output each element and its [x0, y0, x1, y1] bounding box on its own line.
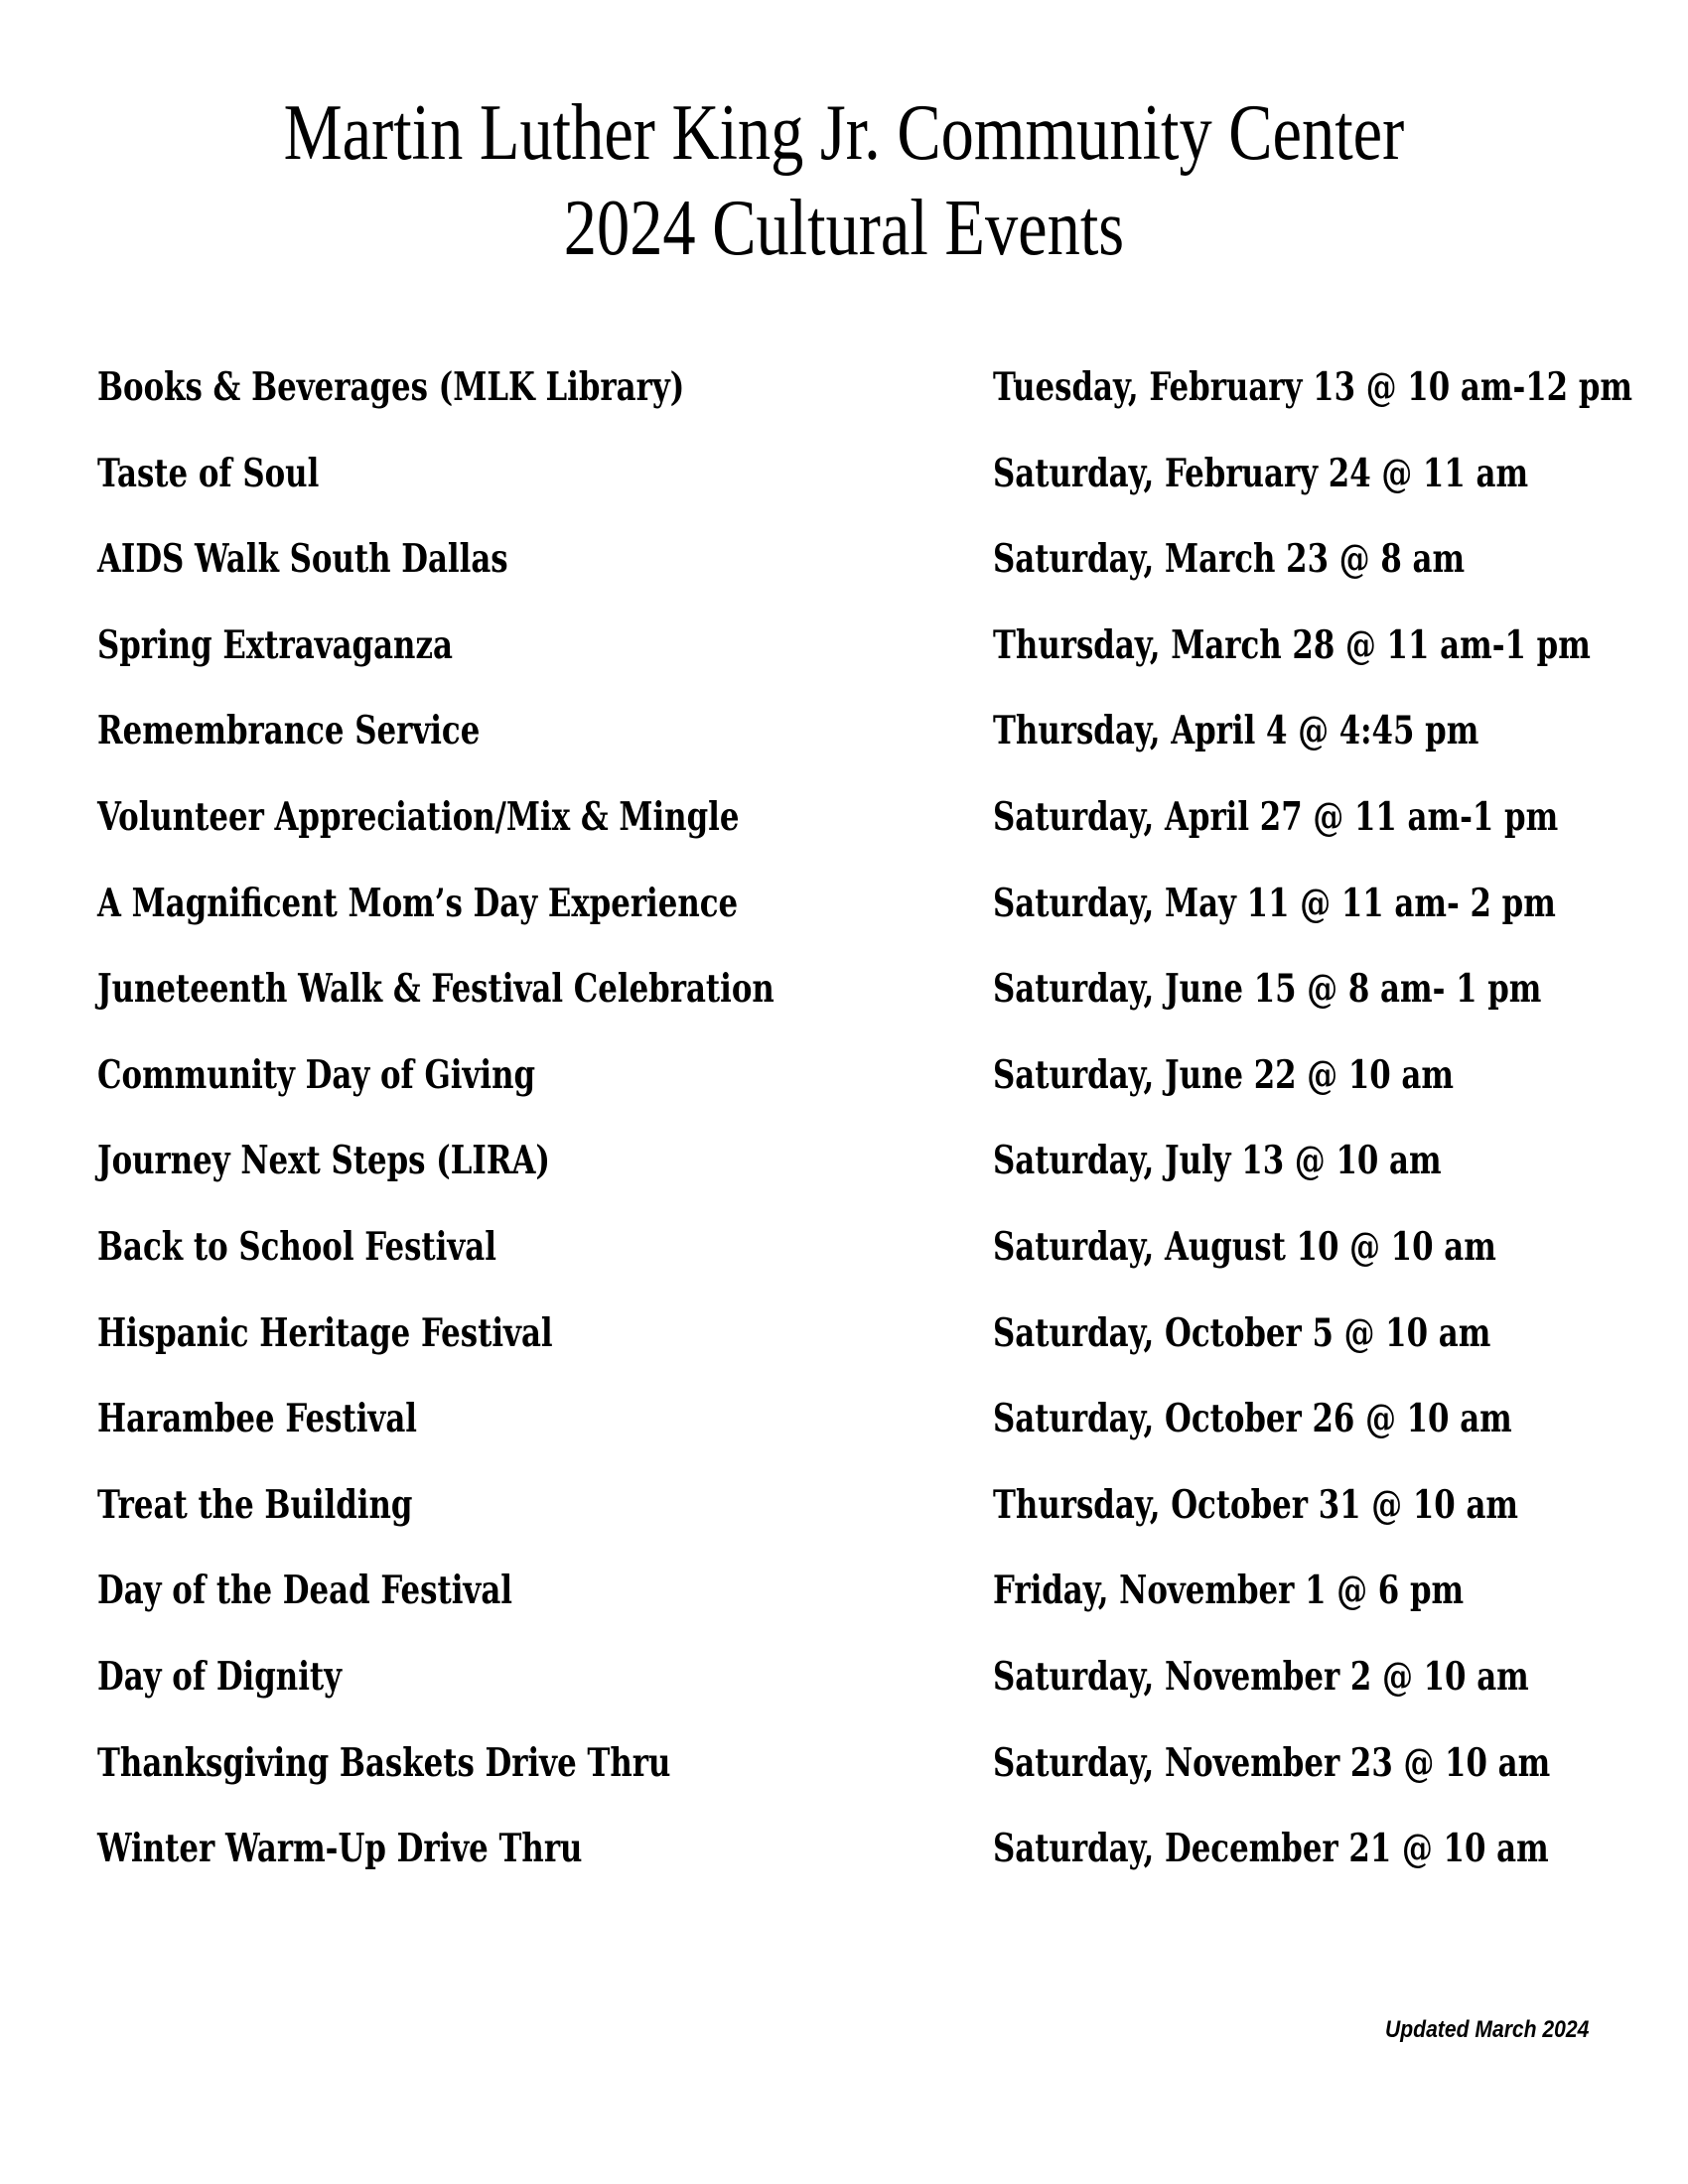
event-row	[97, 623, 1589, 710]
event-row	[97, 709, 1589, 795]
event-row	[97, 1053, 1589, 1140]
event-datetime: Saturday, November 2 @ 10 am	[993, 1653, 1529, 1700]
event-row	[97, 1397, 1589, 1483]
event-datetime: Saturday, July 13 @ 10 am	[993, 1138, 1442, 1184]
event-row	[97, 882, 1589, 968]
event-datetime: Saturday, December 21 @ 10 am	[993, 1826, 1549, 1872]
title-line-2	[0, 181, 1688, 276]
updated-note	[1357, 2015, 1589, 2045]
page-title	[0, 0, 1688, 276]
event-row	[97, 1225, 1589, 1311]
event-row	[97, 1311, 1589, 1398]
event-name: Day of Dignity	[97, 1653, 343, 1700]
event-name: Day of the Dead Festival	[97, 1568, 512, 1614]
event-name: Thanksgiving Baskets Drive Thru	[97, 1739, 671, 1786]
event-datetime: Saturday, April 27 @ 11 am-1 pm	[993, 793, 1559, 840]
event-name: Taste of Soul	[97, 450, 320, 496]
event-datetime: Thursday, October 31 @ 10 am	[993, 1481, 1519, 1528]
event-name: Hispanic Heritage Festival	[97, 1309, 553, 1356]
event-name: Remembrance Service	[97, 708, 481, 754]
event-row	[97, 1741, 1589, 1828]
event-name: A Magnificent Mom’s Day Experience	[97, 880, 739, 926]
event-datetime: Saturday, June 15 @ 8 am- 1 pm	[993, 966, 1542, 1013]
event-name: Treat the Building	[97, 1481, 413, 1528]
event-name: Volunteer Appreciation/Mix & Mingle	[97, 793, 740, 840]
event-row	[97, 537, 1589, 623]
event-name: Books & Beverages (MLK Library)	[97, 364, 685, 410]
event-row	[97, 795, 1589, 882]
event-datetime: Saturday, November 23 @ 10 am	[993, 1739, 1551, 1786]
event-name: Juneteenth Walk & Festival Celebration	[97, 966, 774, 1013]
event-name: Journey Next Steps (LIRA)	[97, 1138, 550, 1184]
event-row	[97, 364, 1632, 452]
event-datetime: Thursday, March 28 @ 11 am-1 pm	[993, 621, 1591, 668]
event-row	[97, 1569, 1589, 1655]
event-datetime: Saturday, March 23 @ 8 am	[993, 536, 1466, 583]
event-name: Back to School Festival	[97, 1223, 496, 1270]
event-row	[97, 1655, 1589, 1741]
event-row	[97, 452, 1589, 538]
event-name: AIDS Walk South Dallas	[97, 536, 508, 583]
event-datetime: Saturday, October 5 @ 10 am	[993, 1309, 1491, 1356]
event-name: Community Day of Giving	[97, 1051, 536, 1098]
event-datetime: Tuesday, February 13 @ 10 am-12 pm	[993, 364, 1632, 410]
title-line-2-text: 2024 Cultural Events	[563, 185, 1125, 272]
event-name: Spring Extravaganza	[97, 621, 453, 668]
event-row	[97, 967, 1589, 1053]
event-datetime: Friday, November 1 @ 6 pm	[993, 1568, 1465, 1614]
event-row	[97, 1483, 1589, 1570]
event-datetime: Saturday, May 11 @ 11 am- 2 pm	[993, 880, 1556, 926]
event-row	[97, 1139, 1589, 1225]
event-row	[97, 1827, 1589, 1913]
event-list	[97, 364, 1632, 1913]
event-name: Winter Warm-Up Drive Thru	[97, 1826, 583, 1872]
updated-note-text: Updated March 2024	[1384, 2016, 1589, 2043]
event-datetime: Saturday, October 26 @ 10 am	[993, 1396, 1512, 1442]
event-datetime: Thursday, April 4 @ 4:45 pm	[993, 708, 1479, 754]
event-name: Harambee Festival	[97, 1396, 417, 1442]
event-datetime: Saturday, August 10 @ 10 am	[993, 1223, 1496, 1270]
title-line-1-text: Martin Luther King Jr. Community Center	[283, 89, 1405, 177]
event-datetime: Saturday, June 22 @ 10 am	[993, 1051, 1455, 1098]
event-datetime: Saturday, February 24 @ 11 am	[993, 450, 1529, 496]
title-line-1	[0, 85, 1688, 181]
